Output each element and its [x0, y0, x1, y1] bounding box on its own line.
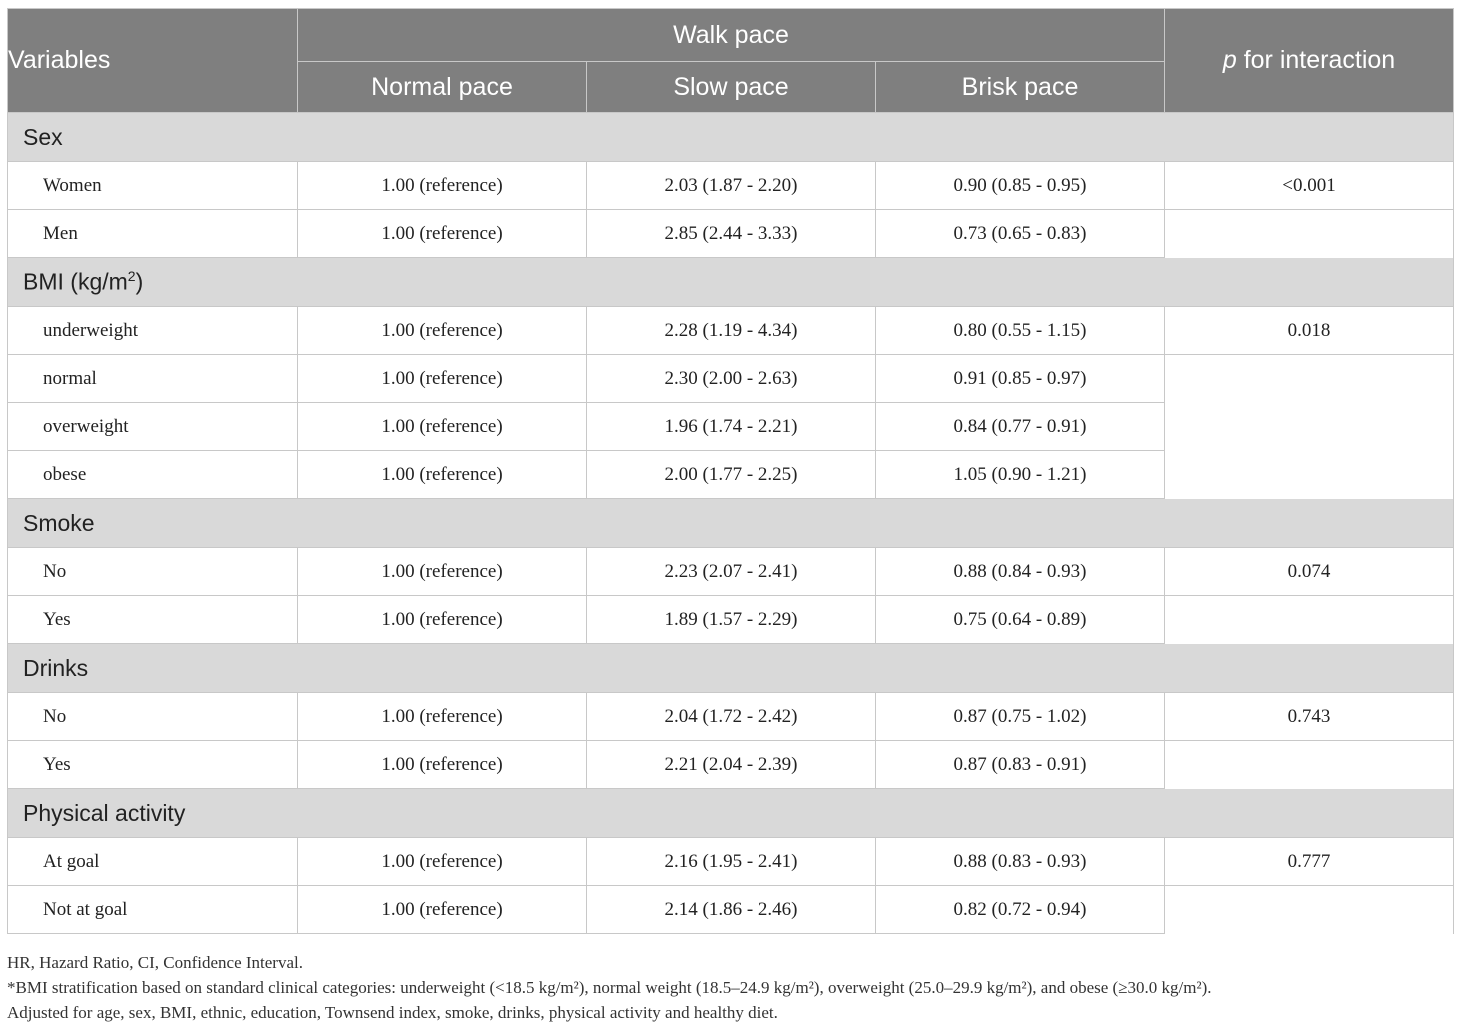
cell-slow: 2.23 (2.07 - 2.41) — [587, 548, 876, 596]
table-row — [8, 451, 1454, 499]
row-label: underweight — [8, 307, 298, 355]
header-brisk-pace: Brisk pace — [876, 62, 1165, 113]
cell-p — [1165, 355, 1454, 403]
cell-slow: 2.14 (1.86 - 2.46) — [587, 886, 876, 934]
group-drinks: Drinks — [8, 644, 1454, 693]
row-label: No — [8, 548, 298, 596]
results-table — [7, 8, 1454, 934]
cell-normal: 1.00 (reference) — [298, 693, 587, 741]
cell-normal: 1.00 (reference) — [298, 451, 587, 499]
cell-brisk: 0.87 (0.75 - 1.02) — [876, 693, 1165, 741]
cell-slow: 1.96 (1.74 - 2.21) — [587, 403, 876, 451]
cell-p: 0.074 — [1165, 548, 1454, 596]
cell-brisk: 0.73 (0.65 - 0.83) — [876, 210, 1165, 258]
table-row — [8, 886, 1454, 934]
row-label: No — [8, 693, 298, 741]
header-normal-pace: Normal pace — [298, 62, 587, 113]
cell-brisk: 0.90 (0.85 - 0.95) — [876, 162, 1165, 210]
cell-normal: 1.00 (reference) — [298, 307, 587, 355]
cell-slow: 1.89 (1.57 - 2.29) — [587, 596, 876, 644]
cell-normal: 1.00 (reference) — [298, 210, 587, 258]
table-row — [8, 403, 1454, 451]
cell-p: <0.001 — [1165, 162, 1454, 210]
cell-brisk: 0.88 (0.83 - 0.93) — [876, 838, 1165, 886]
header-variables: Variables — [8, 9, 298, 113]
table-row — [8, 596, 1454, 644]
cell-p: 0.777 — [1165, 838, 1454, 886]
cell-p — [1165, 210, 1454, 258]
group-sex: Sex — [8, 113, 1454, 162]
footnote-bmi: *BMI stratification based on standard clinical categories: underweight (<18.5 kg/m²), normal weight (18.5–24.9 kg/m²), overweight (25.0–29.9 kg/m²), and obese (≥30.0 kg/m²). — [7, 978, 1212, 997]
cell-brisk: 0.84 (0.77 - 0.91) — [876, 403, 1165, 451]
cell-slow: 2.00 (1.77 - 2.25) — [587, 451, 876, 499]
cell-slow: 2.85 (2.44 - 3.33) — [587, 210, 876, 258]
row-label: Yes — [8, 741, 298, 789]
cell-normal: 1.00 (reference) — [298, 838, 587, 886]
cell-slow: 2.04 (1.72 - 2.42) — [587, 693, 876, 741]
cell-p — [1165, 741, 1454, 789]
cell-brisk: 0.91 (0.85 - 0.97) — [876, 355, 1165, 403]
row-label: overweight — [8, 403, 298, 451]
cell-slow: 2.30 (2.00 - 2.63) — [587, 355, 876, 403]
table-row — [8, 210, 1454, 258]
cell-normal: 1.00 (reference) — [298, 403, 587, 451]
footnote-abbreviations: HR, Hazard Ratio, CI, Confidence Interval. — [7, 953, 303, 972]
cell-normal: 1.00 (reference) — [298, 162, 587, 210]
table-row — [8, 838, 1454, 886]
header-slow-pace: Slow pace — [587, 62, 876, 113]
cell-p — [1165, 403, 1454, 451]
cell-p: 0.018 — [1165, 307, 1454, 355]
table-row — [8, 548, 1454, 596]
cell-brisk: 0.87 (0.83 - 0.91) — [876, 741, 1165, 789]
row-label: obese — [8, 451, 298, 499]
row-label: Yes — [8, 596, 298, 644]
table-row — [8, 162, 1454, 210]
cell-normal: 1.00 (reference) — [298, 596, 587, 644]
row-label: normal — [8, 355, 298, 403]
footnote-adjusted: Adjusted for age, sex, BMI, ethnic, education, Townsend index, smoke, drinks, physical activity and healthy diet. — [7, 1003, 778, 1022]
cell-slow: 2.16 (1.95 - 2.41) — [587, 838, 876, 886]
row-label: Men — [8, 210, 298, 258]
header-walk-pace: Walk pace — [298, 9, 1165, 62]
group-bmi: BMI $(kg/m^2)$ — [8, 258, 1454, 307]
cell-p — [1165, 886, 1454, 934]
table-footnotes — [7, 950, 1453, 1025]
group-smoke: Smoke — [8, 499, 1454, 548]
header-p-interaction: p for interaction — [1165, 9, 1454, 113]
cell-p — [1165, 451, 1454, 499]
cell-normal: 1.00 (reference) — [298, 548, 587, 596]
cell-normal: 1.00 (reference) — [298, 741, 587, 789]
row-label: Not at goal — [8, 886, 298, 934]
table-row — [8, 355, 1454, 403]
cell-slow: 2.21 (2.04 - 2.39) — [587, 741, 876, 789]
cell-brisk: 0.88 (0.84 - 0.93) — [876, 548, 1165, 596]
cell-p: 0.743 — [1165, 693, 1454, 741]
cell-brisk: 0.80 (0.55 - 1.15) — [876, 307, 1165, 355]
group-physical-activity: Physical activity — [8, 789, 1454, 838]
row-label: Women — [8, 162, 298, 210]
table-row — [8, 307, 1454, 355]
cell-p — [1165, 596, 1454, 644]
cell-brisk: 0.82 (0.72 - 0.94) — [876, 886, 1165, 934]
cell-slow: 2.03 (1.87 - 2.20) — [587, 162, 876, 210]
cell-normal: 1.00 (reference) — [298, 355, 587, 403]
table-row — [8, 741, 1454, 789]
cell-normal: 1.00 (reference) — [298, 886, 587, 934]
cell-slow: 2.28 (1.19 - 4.34) — [587, 307, 876, 355]
table-row — [8, 693, 1454, 741]
cell-brisk: 0.75 (0.64 - 0.89) — [876, 596, 1165, 644]
row-label: At goal — [8, 838, 298, 886]
cell-brisk: 1.05 (0.90 - 1.21) — [876, 451, 1165, 499]
